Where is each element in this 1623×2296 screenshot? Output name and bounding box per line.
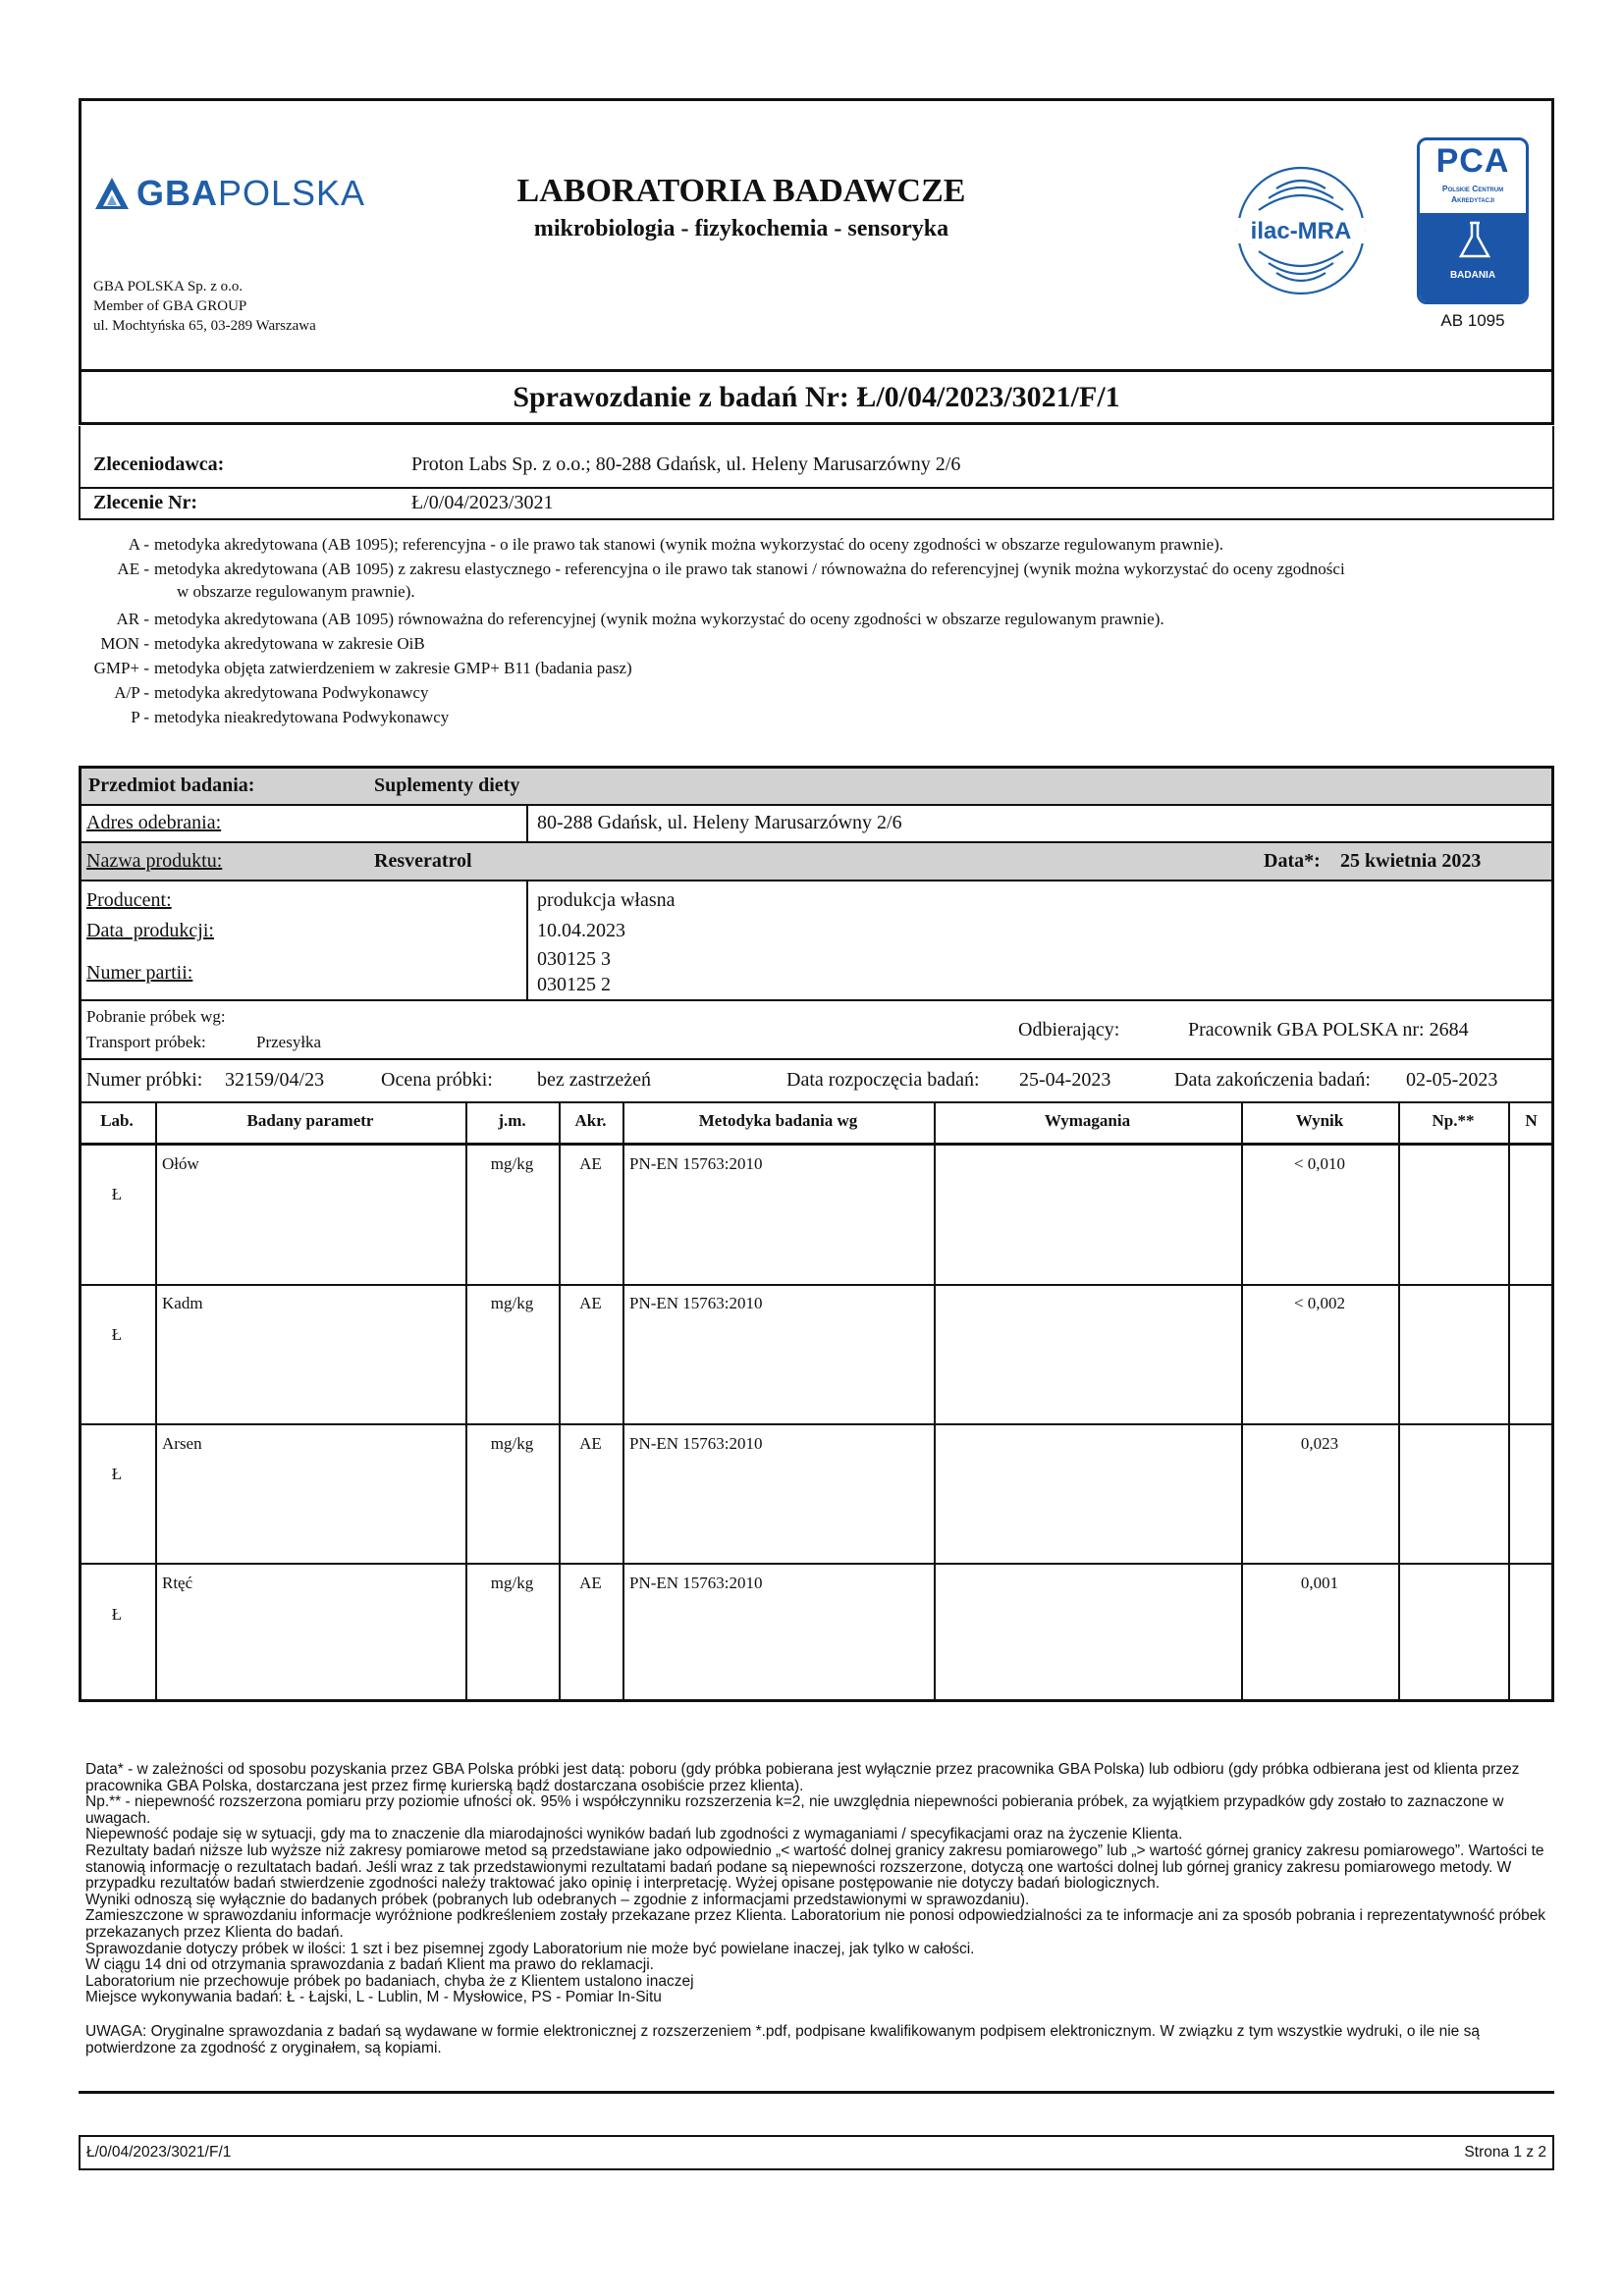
table-row-param: Ołów: [162, 1154, 199, 1173]
line: [79, 1143, 1554, 1146]
legend-text: metodyka akredytowana (AB 1095); referencyjna - o ile prawo tak stanowi (wynik można wykorzystać do oceny zgodności w obszarze regulowanym prawnie).: [154, 535, 1224, 554]
ilac-mra-text: ilac-MRA: [1250, 218, 1352, 244]
line: [1508, 1101, 1510, 1702]
lab-subtitle: mikrobiologia - fizykochemia - sensoryka: [533, 216, 949, 241]
ilac-mra-logo: [1229, 159, 1373, 302]
table-row-akr: AE: [579, 1154, 602, 1173]
lab-title: LABORATORIA BADAWCZE: [516, 173, 966, 209]
legend-code: AE -: [117, 560, 149, 578]
table-row-lab: Ł: [111, 1325, 123, 1344]
legend-text: metodyka objęta zatwierdzeniem w zakresie GMP+ B11 (badania pasz): [154, 659, 632, 677]
uwaga-note: UWAGA: Oryginalne sprawozdania z badań są wydawane w formie elektronicznej z rozszerzeniem *.pdf, podpisane kwalifikowanym podpisem elektronicznym. W związku z tym wszystkie wydruki, o ile nie są potwierdzone za zgodność z oryginałem, są kopiami.: [85, 2022, 1480, 2056]
gba-logo-bold: GBA: [136, 173, 218, 213]
footnote: Zamieszczone w sprawozdaniu informacje wyróżnione podkreśleniem zostały przekazane przez Klienta. Laboratorium nie ponosi odpowiedzialności za te informacje ani za sposób pobrania i reprezentatywność próbek przekazanych przez Klienta do badań.: [85, 1907, 1546, 1941]
footnotes: [85, 1762, 1548, 2056]
table-row-result: < 0,002: [1293, 1294, 1346, 1312]
table-row-unit: mg/kg: [490, 1574, 534, 1592]
table-row-lab: Ł: [111, 1185, 123, 1203]
col-header-wymagania: Wymagania: [1044, 1111, 1131, 1130]
pca-badge: [1417, 137, 1529, 304]
legend-code: A/P -: [114, 683, 149, 702]
table-row-akr: AE: [579, 1434, 602, 1453]
legend-text: metodyka akredytowana Podwykonawcy: [154, 683, 429, 702]
footnote: Sprawozdanie dotyczy próbek w ilości: 1 szt i bez pisemnej zgody Laboratorium nie może być powielane inaczej, jak tylko w całości.: [85, 1940, 975, 1957]
line: [79, 1101, 1554, 1103]
odbierajacy-label: Odbierający:: [1018, 1019, 1120, 1041]
col-header-np: Np.**: [1432, 1111, 1475, 1130]
numer-probki-label: Numer próbki:: [86, 1069, 203, 1091]
table-row-unit: mg/kg: [490, 1154, 534, 1173]
line: [465, 1101, 467, 1702]
data-value: 25 kwietnia 2023: [1340, 850, 1482, 872]
legend-code: P -: [131, 708, 149, 726]
numer-partii-value-1: 030125 3: [537, 948, 611, 970]
col-header-jm: j.m.: [498, 1111, 526, 1130]
table-row-param: Arsen: [162, 1434, 202, 1453]
col-header-parametr: Badany parametr: [246, 1111, 374, 1130]
legend-text-cont: w obszarze regulowanym prawnie).: [177, 582, 415, 601]
footnote: Wyniki odnoszą się wyłącznie do badanych próbek (pobranych lub odebranych – zgodnie z informacjami przedstawionymi w sprawozdaniu).: [85, 1891, 1030, 1908]
numer-partii-value-2: 030125 2: [537, 974, 611, 995]
company-line-3: ul. Mochtyńska 65, 03-289 Warszawa: [93, 318, 316, 334]
table-row-akr: AE: [579, 1294, 602, 1312]
table-row-method: PN-EN 15763:2010: [629, 1574, 763, 1592]
adres-value: 80-288 Gdańsk, ul. Heleny Marusarzówny 2/6: [537, 812, 902, 833]
pobranie-label: Pobranie próbek wg:: [86, 1007, 226, 1026]
footnote: W ciągu 14 dni od otrzymania sprawozdania z badań Klient ma prawo do reklamacji.: [85, 1956, 654, 1974]
zlecenie-label: Zlecenie Nr:: [93, 492, 198, 513]
przedmiot-label: Przedmiot badania:: [88, 774, 255, 796]
table-row-param: Rtęć: [162, 1574, 193, 1592]
ocena-label: Ocena próbki:: [381, 1069, 493, 1091]
line: [79, 841, 1554, 843]
data-label: Data*:: [1264, 850, 1321, 872]
legend: [0, 535, 1623, 741]
line: [1241, 1101, 1243, 1702]
zleceniodawca-value: Proton Labs Sp. z o.o.; 80-288 Gdańsk, ul. Heleny Marusarzówny 2/6: [411, 454, 961, 475]
pca-badge-label: BADANIA: [1449, 270, 1496, 281]
pca-number: AB 1095: [1440, 311, 1505, 330]
footnote: Laboratorium nie przechowuje próbek po badaniach, chyba że z Klientem ustalono inaczej: [85, 1972, 694, 1990]
odbierajacy-value: Pracownik GBA POLSKA nr: 2684: [1188, 1019, 1469, 1041]
header-divider: [79, 369, 1554, 372]
table-row-method: PN-EN 15763:2010: [629, 1294, 763, 1312]
legend-code: AR -: [116, 610, 149, 628]
col-header-lab: Lab.: [100, 1111, 134, 1130]
pca-line-1: Polskie Centrum: [1441, 184, 1504, 193]
line: [79, 1284, 1554, 1286]
data-rozpoczecia-value: 25-04-2023: [1019, 1069, 1111, 1091]
line: [79, 1423, 1554, 1425]
table-row-akr: AE: [579, 1574, 602, 1592]
pca-title: PCA: [1435, 142, 1510, 180]
adres-label: Adres odebrania:: [86, 812, 222, 833]
footer-report-id: Ł/0/04/2023/3021/F/1: [86, 2144, 232, 2161]
col-header-wynik: Wynik: [1295, 1111, 1344, 1130]
legend-text: metodyka akredytowana (AB 1095) z zakresu elastycznego - referencyjna o ile prawo tak stanowi / równoważna do referencyjnej (wynik można wykorzystać do oceny zgodności: [154, 560, 1345, 578]
nazwa-value: Resveratrol: [374, 850, 472, 872]
data-produkcji-label: Data produkcji:: [86, 920, 214, 941]
table-row-method: PN-EN 15763:2010: [629, 1434, 763, 1453]
footnote: Miejsce wykonywania badań: Ł - Łajski, L - Lublin, M - Mysłowice, PS - Pomiar In-Situ: [85, 1989, 662, 2006]
table-row-lab: Ł: [111, 1605, 123, 1624]
sample-box: [79, 766, 1554, 1702]
legend-code: A -: [128, 535, 149, 554]
line: [934, 1101, 936, 1702]
col-header-n: N: [1525, 1111, 1538, 1130]
line: [526, 804, 528, 841]
data-zakonczenia-value: 02-05-2023: [1406, 1069, 1498, 1091]
transport-value: Przesyłka: [256, 1033, 322, 1051]
gba-logo: [93, 169, 365, 218]
company-line-1: GBA POLSKA Sp. z o.o.: [93, 279, 243, 294]
przedmiot-value: Suplementy diety: [374, 774, 520, 796]
company-line-2: Member of GBA GROUP: [93, 298, 247, 314]
line: [79, 999, 1554, 1001]
pca-logo: [1417, 137, 1531, 330]
gba-logo-icon: [93, 176, 131, 211]
table-row-unit: mg/kg: [490, 1434, 534, 1453]
producent-value: produkcja własna: [537, 889, 676, 911]
line: [155, 1101, 157, 1702]
table-row-param: Kadm: [162, 1294, 203, 1312]
transport-label: Transport próbek:: [86, 1033, 206, 1051]
footnotes-divider: [79, 2091, 1554, 2094]
legend-text: metodyka akredytowana (AB 1095) równoważna do referencyjnej (wynik można wykorzystać do oceny zgodności w obszarze regulowanym prawnie).: [154, 610, 1164, 628]
flask-icon: [1456, 221, 1493, 260]
line: [79, 804, 1554, 806]
table-row-result: 0,001: [1300, 1574, 1339, 1592]
line: [79, 880, 1554, 881]
data-produkcji-value: 10.04.2023: [537, 920, 625, 941]
pca-line-2: Akredytacji: [1450, 194, 1495, 204]
client-divider: [79, 487, 1554, 489]
zlecenie-value: Ł/0/04/2023/3021: [411, 492, 554, 513]
line: [79, 1563, 1554, 1565]
company-info: [93, 277, 316, 336]
zleceniodawca-label: Zleceniodawca:: [93, 454, 225, 475]
line: [559, 1101, 561, 1702]
line: [79, 1058, 1554, 1060]
line: [622, 1101, 624, 1702]
table-row-unit: mg/kg: [490, 1294, 534, 1312]
footnote: Data* - w zależności od sposobu pozyskania przez GBA Polska próbki jest datą: poboru (gdy próbka pobierana jest wyłącznie przez pracownika GBA Polska) lub odbioru (gdy próbka odbierana jest od klienta przez pracownika GBA Polska, dostarczana jest przez firmę kurierską bądź dostarczana osobiście przez klienta).: [85, 1761, 1520, 1794]
numer-partii-label: Numer partii:: [86, 962, 193, 984]
table-row-method: PN-EN 15763:2010: [629, 1154, 763, 1173]
report-title: Sprawozdanie z badań Nr: Ł/0/04/2023/3021/F/1: [513, 381, 1120, 413]
footnote: Rezultaty badań niższe lub wyższe niż zakresy pomiarowe metod są przedstawiane jako odpowiednio „< wartość dolnej granicy zakresu pomiarowego” lub „> wartość górnej granicy zakresu pomiarowego”. Wartości te stanowią informację o rezultatach badań. Jeśli wraz z tak przedstawionymi rezultatami badań podane są niepewności rozszerzone, dotyczą one wartości dolnej lub górnej granicy zakresu pomiarowego metody. W przypadku rezultatów badań stwierdzenie zgodności należy traktować jako opinię i interpretację. Wyżej opisane postępowanie nie dotyczy badań biologicznych.: [85, 1842, 1544, 1893]
footnote: Np.** - niepewność rozszerzona pomiaru przy poziomie ufności ok. 95% i współczynniku rozszerzenia k=2, nie uwzględnia niepewności pobierania próbek, za wyjątkiem przypadków gdy zostało to zaznaczone w uwagach.: [85, 1793, 1504, 1827]
legend-code: GMP+ -: [93, 659, 149, 677]
footnote: Niepewność podaje się w sytuacji, gdy ma to znaczenie dla miarodajności wyników badań lub zgodności z wymaganiami / specyfikacjami oraz na życzenie Klienta.: [85, 1826, 1183, 1843]
footer-box: [79, 2135, 1554, 2170]
col-header-akr: Akr.: [574, 1111, 607, 1130]
table-row-result: 0,023: [1300, 1434, 1339, 1453]
table-row-lab: Ł: [111, 1465, 123, 1483]
table-row-result: < 0,010: [1293, 1154, 1346, 1173]
legend-code: MON -: [100, 634, 149, 653]
gba-logo-light: POLSKA: [218, 173, 366, 213]
pca-blue-panel: [1420, 213, 1526, 304]
numer-probki-value: 32159/04/23: [225, 1069, 325, 1091]
ocena-value: bez zastrzeżeń: [537, 1069, 652, 1091]
data-zakonczenia-label: Data zakończenia badań:: [1174, 1069, 1371, 1091]
legend-text: metodyka akredytowana w zakresie OiB: [154, 634, 425, 653]
col-header-metodyka: Metodyka badania wg: [698, 1111, 858, 1130]
footer-page: Strona 1 z 2: [1464, 2144, 1546, 2161]
nazwa-label: Nazwa produktu:: [86, 850, 223, 872]
line: [526, 880, 528, 999]
producent-label: Producent:: [86, 889, 172, 911]
data-rozpoczecia-label: Data rozpoczęcia badań:: [786, 1069, 980, 1091]
legend-text: metodyka nieakredytowana Podwykonawcy: [154, 708, 450, 726]
line: [1398, 1101, 1400, 1702]
